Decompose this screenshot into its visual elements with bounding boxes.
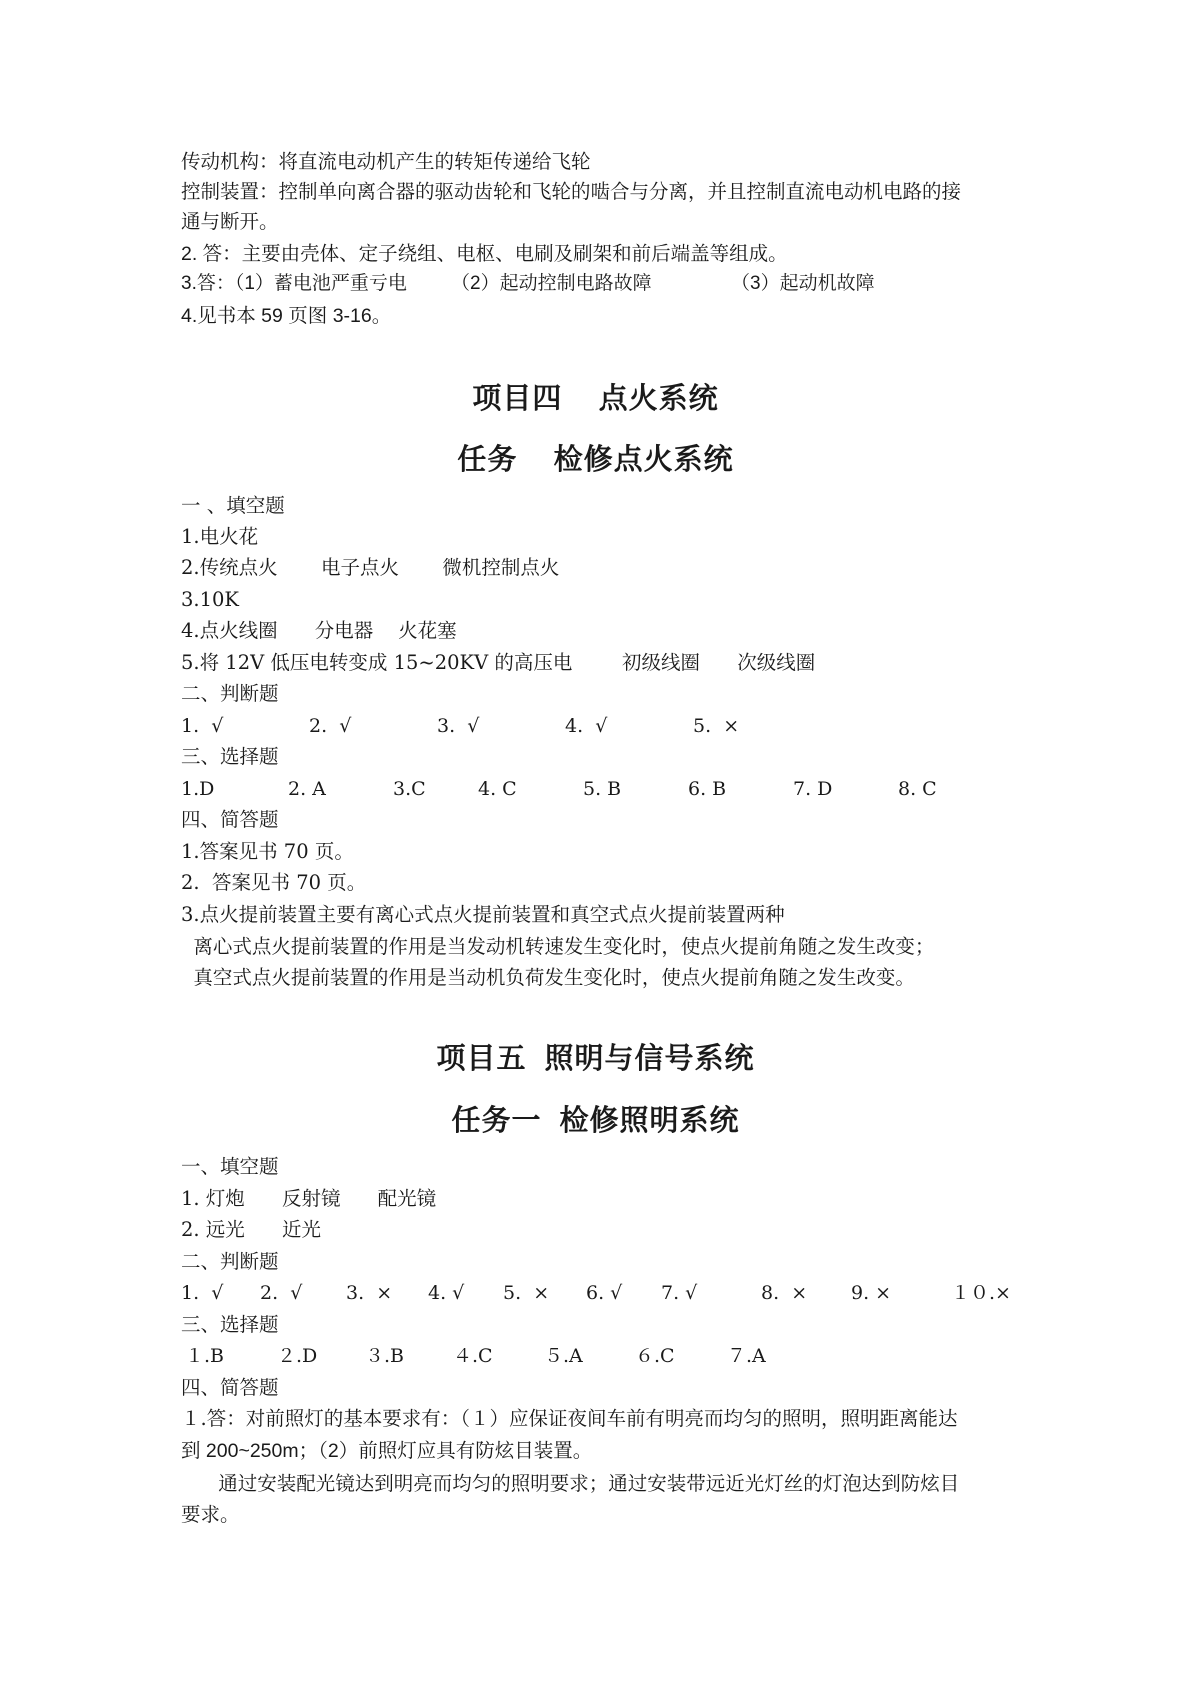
section-heading: 一 、填空题 (181, 494, 285, 517)
section-heading: 二、判断题 (181, 682, 279, 705)
answer-line: 通与断开。 (181, 211, 279, 233)
choice-item: 3.C (393, 778, 426, 800)
short-answer: 1.答案见书 70 页。 (181, 840, 354, 863)
section-heading: 一、填空题 (181, 1155, 279, 1178)
judge-item: 9. × (851, 1282, 892, 1304)
answer-line: 4.见书本 59 页图 3-16。 (181, 305, 392, 327)
choice-item: 6. B (688, 778, 727, 800)
judge-item: 1. √ (181, 1282, 224, 1304)
section-heading: 四、简答题 (181, 808, 279, 831)
judge-item: 7. √ (661, 1282, 698, 1304)
section-heading: 二、判断题 (181, 1250, 279, 1273)
fill-answer: 1.电火花 (181, 525, 259, 548)
fill-answer: 4.点火线圈 分电器 火花塞 (181, 619, 457, 642)
choice-item: ７.A (727, 1345, 766, 1367)
choice-item: 4. C (478, 778, 517, 800)
judge-item: 6. √ (586, 1282, 623, 1304)
task-title: 任务 检修点火系统 (457, 444, 734, 476)
section-heading: 三、选择题 (181, 1313, 279, 1336)
short-answer: １.答：对前照灯的基本要求有：（１）应保证夜间车前有明亮而均匀的照明，照明距离能达 (181, 1407, 958, 1430)
fill-answer: 1. 灯炮 反射镜 配光镜 (181, 1187, 437, 1210)
project-title: 项目五 照明与信号系统 (436, 1043, 755, 1075)
choice-item: 8. C (898, 778, 937, 800)
judge-item: 2. √ (309, 715, 352, 737)
short-answer: 通过安装配光镜达到明亮而均匀的照明要求；通过安装带远近光灯丝的灯泡达到防炫目 (181, 1472, 960, 1495)
fill-answer: 5.将 12V 低压电转变成 15~20KV 的高压电 初级线圈 次级线圈 (181, 651, 816, 674)
judge-item: 1. √ (181, 715, 224, 737)
judge-item: １０.× (951, 1282, 1011, 1304)
choice-item: ４.C (453, 1345, 493, 1367)
judge-item: 3. √ (437, 715, 480, 737)
judge-item: 4. √ (565, 715, 608, 737)
answer-part: （2）起动控制电路故障 (451, 273, 652, 294)
project-title: 项目四 点火系统 (472, 383, 719, 415)
answer-line: 2. 答：主要由壳体、定子绕组、电枢、电刷及刷架和前后端盖等组成。 (181, 243, 788, 265)
judge-item: 4. √ (428, 1282, 465, 1304)
judge-item: 5. × (693, 715, 740, 737)
answer-part: （3）起动机故障 (731, 273, 875, 294)
choice-item: 5. B (583, 778, 622, 800)
choice-item: ２.D (277, 1345, 318, 1367)
answer-line: 传动机构：将直流电动机产生的转矩传递给飞轮 (181, 151, 591, 173)
answer-part: 3.答：（1）蓄电池严重亏电 (181, 273, 407, 294)
short-answer: 离心式点火提前装置的作用是当发动机转速发生变化时，使点火提前角随之发生改变； (181, 935, 935, 958)
choice-item: ５.A (544, 1345, 583, 1367)
judge-item: 8. × (761, 1282, 808, 1304)
fill-answer: 3.10K (181, 588, 239, 611)
choice-item: 1.D (181, 778, 215, 800)
judge-item: 2. √ (260, 1282, 303, 1304)
short-answer: 真空式点火提前装置的作用是当动机负荷发生变化时，使点火提前角随之发生改变。 (181, 966, 915, 989)
short-answer: 3.点火提前装置主要有离心式点火提前装置和真空式点火提前装置两种 (181, 903, 785, 926)
choice-item: １.B (185, 1345, 225, 1367)
section-heading: 四、简答题 (181, 1376, 279, 1399)
fill-answer: 2.传统点火 电子点火 微机控制点火 (181, 556, 560, 579)
choice-item: 2. A (288, 778, 326, 800)
section-heading: 三、选择题 (181, 745, 279, 768)
judge-item: 5. × (503, 1282, 550, 1304)
choice-item: ６.C (635, 1345, 675, 1367)
judge-item: 3. × (346, 1282, 393, 1304)
answer-line: 控制装置：控制单向离合器的驱动齿轮和飞轮的啮合与分离，并且控制直流电动机电路的接 (181, 181, 962, 203)
short-answer: 要求。 (181, 1503, 240, 1526)
choice-item: 7. D (793, 778, 833, 800)
short-answer: 2. 答案见书 70 页。 (181, 871, 367, 894)
task-title: 任务一 检修照明系统 (451, 1105, 740, 1137)
short-answer: 到 200~250m；（2）前照灯应具有防炫目装置。 (181, 1440, 593, 1462)
fill-answer: 2. 远光 近光 (181, 1218, 321, 1241)
choice-item: ３.B (365, 1345, 405, 1367)
